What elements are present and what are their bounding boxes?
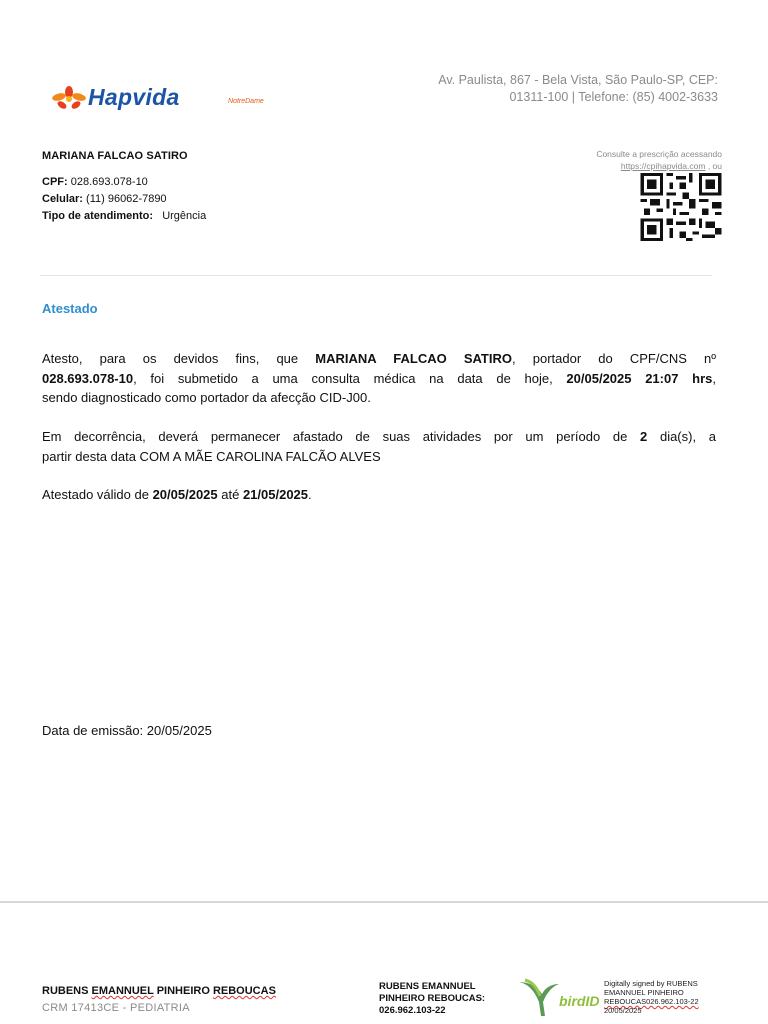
p1-text-a: Atesto, para os devidos fins, que [42, 351, 316, 366]
patient-celular-row [42, 193, 167, 205]
qr-code-icon[interactable] [640, 173, 722, 241]
doctor-crm: CRM 17413CE - PEDIATRIA [42, 1002, 190, 1014]
sig-line-3: 026.962.103-22 [379, 1005, 446, 1016]
p3-date-to: 21/05/2025 [242, 487, 309, 502]
doctor-name [42, 985, 276, 997]
p1-datetime: 20/05/2025 21:07 hrs [566, 370, 713, 386]
atestado-title: Atestado [42, 301, 98, 316]
footer-divider [0, 901, 768, 903]
header-divider [40, 275, 712, 276]
logo-text: Hapvida [88, 84, 180, 110]
p3-date-from: 20/05/2025 [152, 487, 218, 502]
doctor-last-name: REBOUCAS [212, 985, 276, 997]
p1-patient-name: MARIANA FALCAO SATIRO [315, 351, 512, 366]
doctor-first-name: RUBENS [42, 985, 92, 997]
logo-subtext: NotreDame [228, 98, 264, 105]
patient-tipo-row [42, 210, 206, 222]
p2-text-a: Em decorrência, deverá permanecer afastado de suas atividades por um período de [42, 429, 641, 444]
consulte-suffix: , ou [707, 161, 722, 171]
birdid-logo [517, 976, 607, 1020]
tipo-label: Tipo de atendimento: [42, 210, 154, 222]
p2-days: 2 [640, 429, 648, 444]
digital-line-1: Digitally signed by RUBENS [604, 979, 698, 988]
p1-text-c: , foi submetido a uma consulta médica na data de hoje, [133, 370, 567, 386]
p1-cpf: 028.693.078-10 [42, 370, 134, 386]
data-emissao: Data de emissão: 20/05/2025 [42, 723, 212, 738]
signature-block [379, 981, 519, 1017]
celular-label: Celular: [42, 193, 83, 205]
doctor-middle-name: EMANNUEL [91, 985, 154, 997]
flower-icon [50, 86, 88, 112]
consulte-text: Consulte a prescrição acessando [596, 149, 722, 159]
digital-line-3: REBOUCAS026.962.103-22 [604, 997, 699, 1006]
celular-value: (11) 96062-7890 [86, 193, 167, 205]
consulte-block [502, 148, 722, 172]
paragraph-1-line-2 [42, 369, 716, 389]
paragraph-1-line-3: sendo diagnosticado como portador da afecção CID-J00. [42, 390, 371, 405]
address-line-2: 01311-100 | Telefone: (85) 4002-3633 [509, 90, 718, 104]
atestado-paragraph-2 [42, 427, 716, 466]
address-line-1: Av. Paulista, 867 - Bela Vista, São Paulo-SP, CEP: [438, 73, 718, 87]
hapvida-logo [50, 84, 310, 114]
consulte-link[interactable]: https://cpihapvida.com [620, 161, 706, 171]
bird-icon [517, 976, 561, 1020]
p3-text-a: Atestado válido de [42, 487, 153, 502]
sig-line-2: PINHEIRO REBOUCAS: [379, 993, 486, 1004]
p1-text-d: , [712, 370, 716, 386]
p3-text-b: até [217, 487, 243, 502]
p1-text-b: , portador do CPF/CNS nº [512, 351, 716, 366]
patient-cpf-row [42, 176, 148, 188]
cpf-label: CPF: [42, 176, 68, 188]
patient-name: MARIANA FALCAO SATIRO [42, 150, 188, 162]
digital-line-2: EMANNUEL PINHEIRO [604, 988, 684, 997]
sig-line-1: RUBENS EMANNUEL [379, 981, 476, 992]
digital-signature-text [604, 979, 734, 1015]
birdid-text: birdID [559, 993, 600, 1009]
consulte-link-row [502, 160, 722, 172]
atestado-paragraph-3 [42, 485, 716, 505]
paragraph-2-line-2: partir desta data COM A MÃE CAROLINA FALCÃO ALVES [42, 448, 381, 464]
doctor-pinheiro: PINHEIRO [153, 985, 213, 997]
p3-text-c: . [308, 487, 312, 502]
atestado-paragraph-1 [42, 349, 716, 408]
address-block [378, 72, 718, 106]
tipo-value: Urgência [162, 210, 207, 222]
p2-text-b: dia(s), a [647, 429, 716, 444]
digital-line-4: 20/05/2025 [604, 1006, 642, 1015]
paragraph-1-line-1 [42, 349, 716, 369]
paragraph-2-line-1 [42, 427, 716, 447]
cpf-value: 028.693.078-10 [70, 176, 148, 188]
